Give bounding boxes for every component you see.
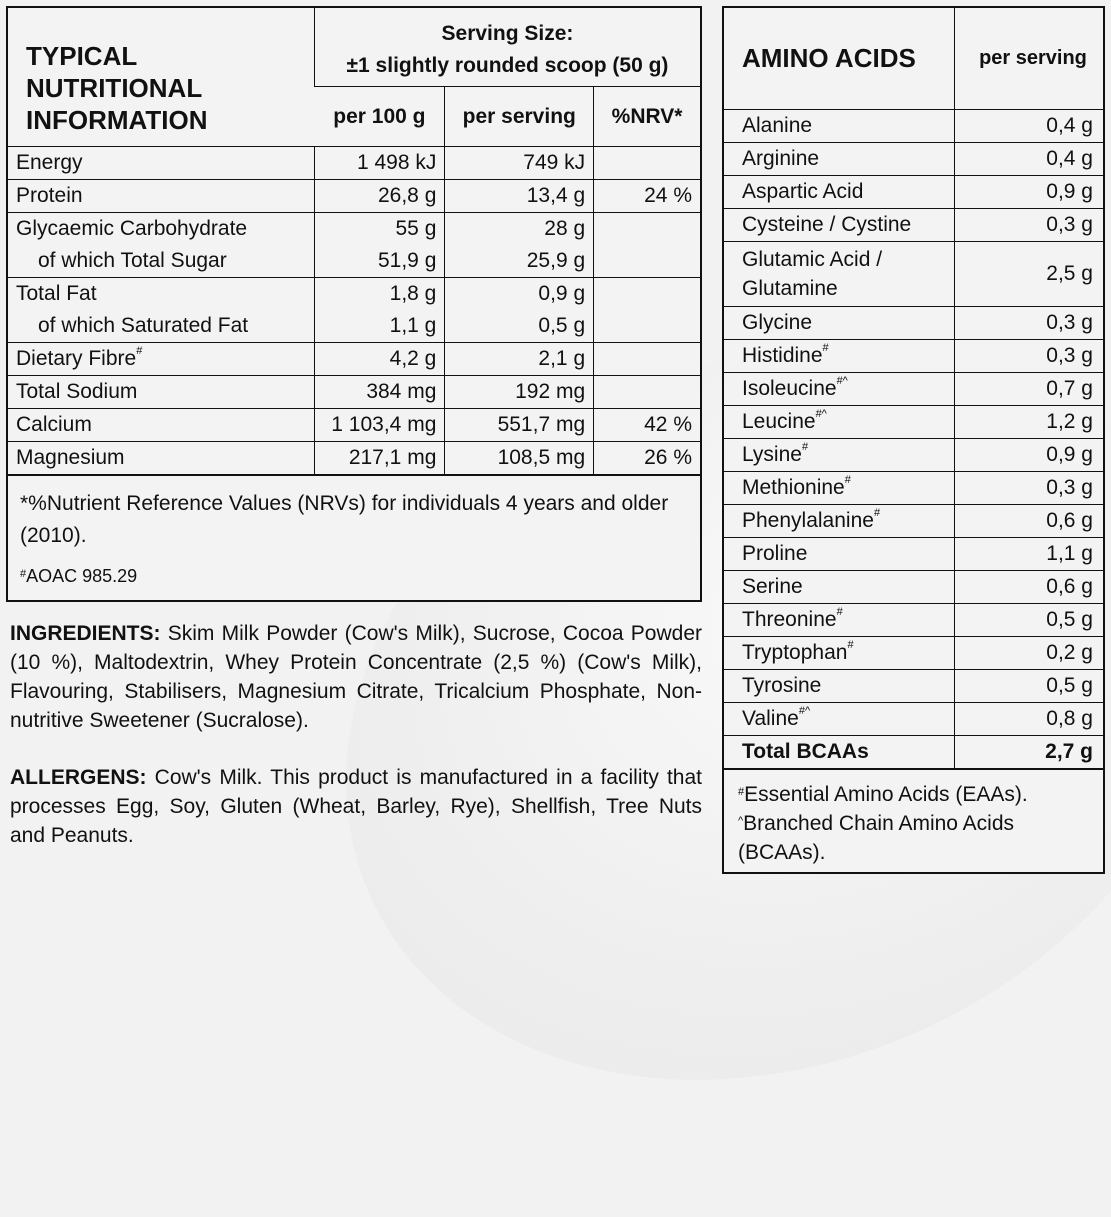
nutrition-title: TYPICAL NUTRITIONAL INFORMATION [8, 8, 314, 147]
amino-name: Glycine [724, 307, 955, 340]
nutrient-name: of which Total Sugar [8, 245, 314, 278]
amino-value: 0,5 g [955, 670, 1104, 703]
table-row [8, 442, 700, 476]
table-row [8, 343, 700, 376]
amino-value: 1,2 g [955, 406, 1104, 439]
table-row [8, 180, 700, 213]
amino-name [724, 637, 955, 670]
table-row [724, 110, 1103, 143]
table-row [724, 505, 1103, 538]
table-row [724, 406, 1103, 439]
amino-label: Methionine [742, 476, 845, 499]
amino-acids-table [724, 8, 1103, 770]
nutrient-name: Energy [8, 147, 314, 180]
aoac-text: AOAC 985.29 [26, 566, 138, 586]
nutrient-name: Protein [8, 180, 314, 213]
nutrient-name: Total Fat [16, 282, 97, 305]
nutrient-label: Dietary Fibre [16, 347, 137, 370]
table-row [8, 147, 700, 180]
value-per100: 217,1 mg [314, 442, 444, 476]
value-nrv: 24 % [594, 180, 700, 213]
table-row [724, 538, 1103, 571]
table-row [724, 604, 1103, 637]
amino-value: 0,6 g [955, 571, 1104, 604]
value-nrv [594, 310, 700, 343]
amino-name: Glutamic Acid / Glutamine [724, 242, 955, 307]
nutrient-name: Glycaemic Carbohydrate [16, 217, 248, 240]
allergens-text: Cow's Milk. This product is manufactured in a facility that processes Egg, Soy, Gluten (Wheat, Barley, Rye), Shellfish, Tree Nuts and Peanuts. [10, 766, 702, 847]
hash-mark: # [847, 639, 854, 651]
amino-name [724, 472, 955, 505]
hash-mark: # [20, 568, 27, 580]
allergens-label: ALLERGENS: [10, 766, 147, 789]
value-per100: 4,2 g [314, 343, 444, 376]
value-nrv: 42 % [594, 409, 700, 442]
value-per100: 55 g [314, 213, 444, 246]
amino-value: 1,1 g [955, 538, 1104, 571]
value-nrv [594, 343, 700, 376]
bcaa-note [738, 809, 1098, 867]
col-header-per100: per 100 g [314, 87, 444, 147]
value-per-serving: 108,5 mg [445, 442, 594, 476]
amino-name: Arginine [724, 143, 955, 176]
hash-caret-mark: #^ [815, 408, 827, 420]
amino-value: 0,9 g [955, 176, 1104, 209]
aoac-footnote [20, 560, 700, 592]
amino-value: 2,5 g [955, 242, 1104, 307]
amino-name [724, 703, 955, 736]
amino-value: 0,3 g [955, 472, 1104, 505]
table-row [8, 245, 700, 278]
nutrition-table [8, 8, 700, 476]
allergens-section [10, 763, 702, 850]
amino-name: Alanine [724, 110, 955, 143]
ingredients-text: Skim Milk Powder (Cow's Milk), Sucrose, Cocoa Powder (10 %), Maltodextrin, Whey Protein Concentrate (2,5 %) (Cow's Milk), Flavouring, Stabilisers, Magnesium Citrate, Tricalcium Phosphate, Non-nutritive Sweetener (Sucralose). [10, 622, 702, 732]
nutrient-name [8, 343, 314, 376]
table-row [724, 143, 1103, 176]
value-per-serving: 749 kJ [445, 147, 594, 180]
table-row [724, 373, 1103, 406]
amino-name [724, 406, 955, 439]
table-row [8, 278, 700, 311]
nutrient-name: of which Saturated Fat [8, 310, 314, 343]
value-per100: 384 mg [314, 376, 444, 409]
total-bcaa-value: 2,7 g [955, 736, 1104, 770]
table-row [8, 213, 700, 246]
value-per100: 1 103,4 mg [314, 409, 444, 442]
amino-name [724, 604, 955, 637]
hash-caret-mark: #^ [836, 375, 848, 387]
amino-value: 0,2 g [955, 637, 1104, 670]
caret-mark: ^ [738, 815, 744, 827]
serving-size-value: ±1 slightly rounded scoop (50 g) [346, 54, 669, 77]
value-per100: 51,9 g [314, 245, 444, 278]
value-nrv [594, 147, 700, 180]
nutrition-panel [6, 6, 702, 602]
amino-name [724, 373, 955, 406]
amino-name: Cysteine / Cystine [724, 209, 955, 242]
ingredients-section [10, 619, 702, 735]
total-bcaa-label: Total BCAAs [724, 736, 955, 770]
value-per100: 1,8 g [314, 278, 444, 311]
amino-value: 0,9 g [955, 439, 1104, 472]
table-row [8, 409, 700, 442]
value-nrv [594, 213, 700, 246]
amino-label: Leucine [742, 410, 816, 433]
amino-label: Threonine [742, 608, 837, 631]
total-bcaa-row [724, 736, 1103, 770]
hash-mark: # [738, 786, 745, 798]
amino-name [724, 340, 955, 373]
nrv-footnote: *%Nutrient Reference Values (NRVs) for individuals 4 years and older (2010). [20, 492, 669, 547]
value-nrv [594, 245, 700, 278]
nutrition-footnotes [20, 488, 700, 592]
amino-footnotes [738, 780, 1098, 867]
eaa-note [738, 780, 1098, 809]
value-per-serving: 551,7 mg [445, 409, 594, 442]
table-row [724, 472, 1103, 505]
amino-name [724, 505, 955, 538]
amino-title: AMINO ACIDS [724, 8, 955, 110]
table-row [724, 307, 1103, 340]
table-row [724, 209, 1103, 242]
value-nrv: 26 % [594, 442, 700, 476]
amino-value: 0,6 g [955, 505, 1104, 538]
table-row [724, 242, 1103, 307]
amino-value: 0,7 g [955, 373, 1104, 406]
amino-value: 0,4 g [955, 143, 1104, 176]
table-row [724, 670, 1103, 703]
nutrient-name: Total Sodium [8, 376, 314, 409]
value-per-serving: 25,9 g [445, 245, 594, 278]
amino-label: Tryptophan [742, 641, 848, 664]
value-per-serving: 2,1 g [445, 343, 594, 376]
value-nrv [594, 376, 700, 409]
serving-size-label: Serving Size: [441, 22, 574, 45]
amino-label: Isoleucine [742, 377, 837, 400]
amino-name: Proline [724, 538, 955, 571]
amino-name [724, 439, 955, 472]
amino-label: Histidine [742, 344, 823, 367]
amino-value: 0,5 g [955, 604, 1104, 637]
amino-label: Lysine [742, 443, 802, 466]
col-header-per-serving: per serving [445, 87, 594, 147]
ingredients-label: INGREDIENTS: [10, 622, 161, 645]
amino-name: Tyrosine [724, 670, 955, 703]
amino-value: 0,3 g [955, 307, 1104, 340]
value-nrv [594, 278, 700, 311]
eaa-note-text: Essential Amino Acids (EAAs). [744, 783, 1028, 806]
table-row [724, 176, 1103, 209]
hash-mark: # [801, 441, 809, 453]
hash-mark: # [822, 342, 829, 354]
value-per100: 26,8 g [314, 180, 444, 213]
amino-name: Serine [724, 571, 955, 604]
nutrient-name: Magnesium [8, 442, 314, 476]
hash-mark: # [136, 345, 143, 357]
value-per100: 1,1 g [314, 310, 444, 343]
amino-value: 0,3 g [955, 209, 1104, 242]
hash-mark: # [844, 474, 851, 486]
value-per-serving: 0,5 g [445, 310, 594, 343]
amino-name: Aspartic Acid [724, 176, 955, 209]
table-row [724, 439, 1103, 472]
amino-value: 0,3 g [955, 340, 1104, 373]
value-per-serving: 28 g [445, 213, 594, 246]
table-row [724, 637, 1103, 670]
amino-acids-panel [722, 6, 1105, 874]
nutrient-name: Calcium [8, 409, 314, 442]
bcaa-note-text: Branched Chain Amino Acids (BCAAs). [738, 812, 1014, 864]
table-row [8, 376, 700, 409]
amino-label: Phenylalanine [742, 509, 874, 532]
hash-caret-mark: #^ [798, 705, 811, 717]
amino-value: 0,8 g [955, 703, 1104, 736]
col-header-nrv: %NRV* [594, 87, 700, 147]
value-per-serving: 192 mg [445, 376, 594, 409]
value-per-serving: 13,4 g [445, 180, 594, 213]
amino-label: Valine [742, 707, 799, 730]
table-row [724, 340, 1103, 373]
hash-mark: # [873, 507, 881, 519]
serving-size-header [314, 8, 700, 87]
value-per100: 1 498 kJ [314, 147, 444, 180]
value-per-serving: 0,9 g [445, 278, 594, 311]
amino-value: 0,4 g [955, 110, 1104, 143]
amino-col-header: per serving [955, 8, 1104, 110]
table-row [8, 310, 700, 343]
table-row [724, 571, 1103, 604]
table-row [724, 703, 1103, 736]
hash-mark: # [836, 606, 843, 618]
